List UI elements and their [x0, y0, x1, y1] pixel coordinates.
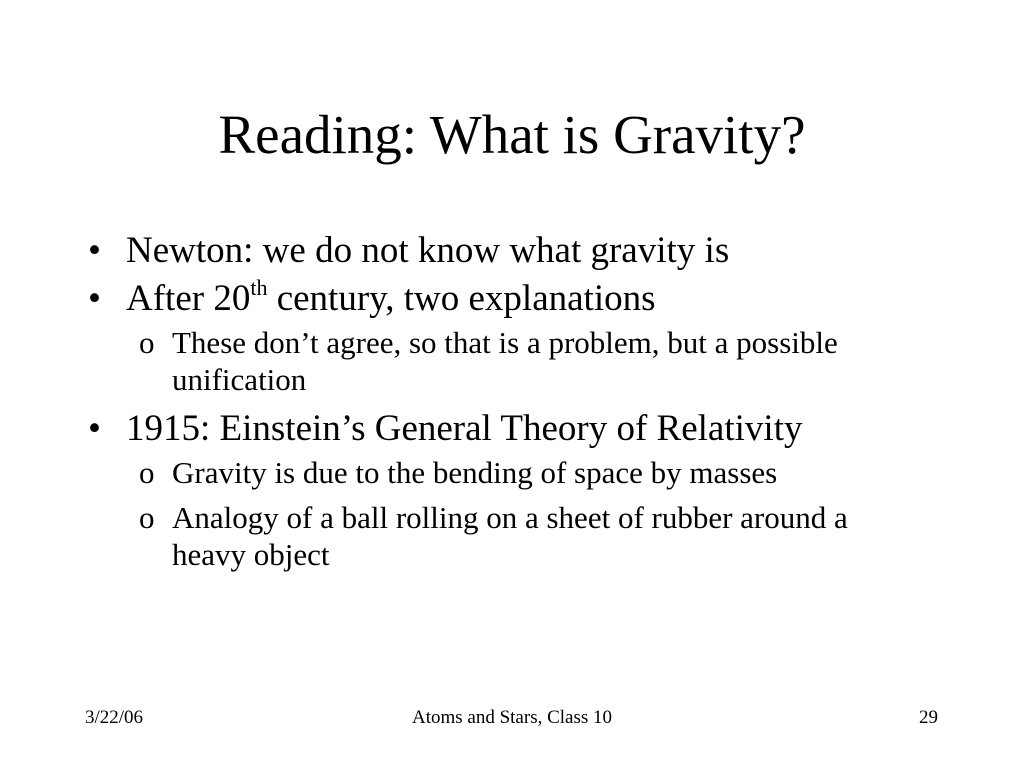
bullet-marker: •	[88, 230, 101, 271]
bullet-marker: •	[88, 408, 101, 449]
slide-title: Reading: What is Gravity?	[218, 104, 806, 165]
sub-bullet-text: Analogy of a ball rolling on a sheet of rubber around a heavy object	[172, 500, 848, 572]
sub-bullet-item	[88, 499, 918, 573]
sub-bullet-text: Gravity is due to the bending of space by masses	[172, 455, 778, 490]
bullet-text: Newton: we do not know what gravity is	[126, 230, 730, 271]
superscript-text: th	[250, 274, 268, 300]
footer-date: 3/22/06	[85, 707, 144, 728]
bullet-marker: •	[88, 278, 101, 319]
footer-course: Atoms and Stars, Class 10	[411, 707, 613, 728]
sub-bullet-item	[88, 324, 918, 398]
sub-bullet-text: These don’t agree, so that is a problem, but a possible unification	[172, 325, 838, 397]
bullet-item	[88, 276, 918, 321]
bullet-text-part: century, two explanations	[267, 278, 656, 319]
bullet-text	[126, 274, 656, 319]
sub-bullet-marker: o	[139, 500, 155, 535]
bullet-item	[88, 228, 918, 273]
slide-body	[88, 228, 918, 581]
footer-page-number: 29	[919, 707, 938, 728]
sub-bullet-marker: o	[139, 325, 155, 360]
sub-bullet-marker: o	[139, 455, 155, 490]
sub-bullet-item	[88, 454, 918, 491]
bullet-text-part: After 20	[126, 278, 251, 319]
bullet-item	[88, 406, 918, 451]
bullet-text: 1915: Einstein’s General Theory of Relativity	[126, 408, 803, 449]
